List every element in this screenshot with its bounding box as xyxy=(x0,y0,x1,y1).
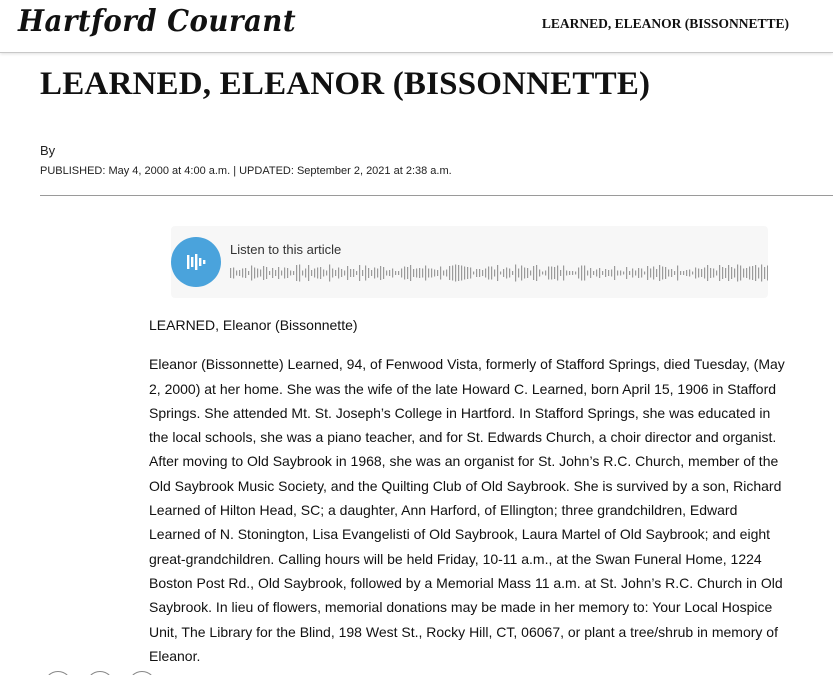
waveform-bar xyxy=(431,269,432,278)
waveform-bar xyxy=(317,268,318,279)
waveform-bar xyxy=(482,270,483,276)
waveform-bar xyxy=(521,266,522,281)
waveform-bar xyxy=(299,265,300,282)
waveform-bar xyxy=(449,266,450,280)
waveform-bar xyxy=(320,267,321,279)
waveform-bar xyxy=(278,267,279,279)
waveform-bar xyxy=(470,268,471,279)
waveform-bar xyxy=(398,271,399,275)
waveform-bar xyxy=(416,269,417,278)
waveform-bar xyxy=(488,267,489,280)
waveform-bar xyxy=(602,271,603,275)
page-title: LEARNED, ELEANOR (BISSONNETTE) xyxy=(40,66,651,102)
waveform-bar xyxy=(713,269,714,278)
waveform-bar xyxy=(533,266,534,280)
waveform-bar xyxy=(443,271,444,276)
waveform-bar xyxy=(497,265,498,281)
waveform-bar xyxy=(557,266,558,281)
waveform-bar xyxy=(485,269,486,278)
waveform-bar xyxy=(764,267,765,279)
waveform-bar xyxy=(290,271,291,276)
waveform-bar xyxy=(677,266,678,281)
waveform-bar xyxy=(374,268,375,279)
waveform-bar xyxy=(404,267,405,280)
waveform-bar xyxy=(386,271,387,276)
waveform-bar xyxy=(362,270,363,276)
waveform-bar xyxy=(422,269,423,278)
waveform-bar xyxy=(755,265,756,281)
waveform-bar xyxy=(365,266,366,281)
waveform-bar xyxy=(359,265,360,281)
waveform-bar xyxy=(731,267,732,279)
waveform-bar xyxy=(518,269,519,278)
waveform-bar xyxy=(326,271,327,276)
waveform-bar xyxy=(347,266,348,280)
waveform-bar xyxy=(695,268,696,279)
waveform-bar xyxy=(434,270,435,277)
waveform-bar xyxy=(740,266,741,281)
waveform-bar xyxy=(473,272,474,275)
waveform-bar xyxy=(461,266,462,281)
waveform-bar xyxy=(593,271,594,275)
waveform-bar xyxy=(500,272,501,275)
waveform-bar xyxy=(692,272,693,275)
waveform-bar xyxy=(536,265,537,281)
waveform-bar xyxy=(239,270,240,276)
waveform-bar xyxy=(605,269,606,277)
waveform-bar xyxy=(341,269,342,277)
waveform-bar xyxy=(503,269,504,277)
waveform-bar xyxy=(596,270,597,277)
waveform-bar xyxy=(620,271,621,276)
waveform-bar xyxy=(686,270,687,276)
waveform-bar xyxy=(539,270,540,277)
waveform-bar xyxy=(638,268,639,278)
waveform-bar xyxy=(563,266,564,281)
waveform-bar xyxy=(425,266,426,281)
waveform-bar xyxy=(680,271,681,275)
waveform-bar xyxy=(236,271,237,276)
waveform-bar xyxy=(707,265,708,281)
waveform-bar xyxy=(665,267,666,279)
waveform-bar xyxy=(524,268,525,279)
waveform-bar xyxy=(683,271,684,275)
waveform-bar xyxy=(467,267,468,279)
waveform-bar xyxy=(455,265,456,282)
waveform-bar xyxy=(722,267,723,279)
waveform-bar xyxy=(377,269,378,278)
waveform-bar xyxy=(410,265,411,281)
waveform-bar xyxy=(302,271,303,276)
waveform-bar xyxy=(632,269,633,278)
waveform-bar xyxy=(749,267,750,280)
waveform-bar xyxy=(662,267,663,280)
waveform-bar xyxy=(344,271,345,276)
waveform-bar xyxy=(512,271,513,275)
waveform-bar xyxy=(311,270,312,276)
waveform-bar xyxy=(308,265,309,281)
article-body xyxy=(149,313,791,675)
twitter-icon[interactable] xyxy=(86,671,114,675)
waveform-bar xyxy=(581,266,582,281)
waveform-bar xyxy=(629,271,630,275)
publish-dates: PUBLISHED: May 4, 2000 at 4:00 a.m. | UPDATED: September 2, 2021 at 2:38 a.m. xyxy=(40,165,452,177)
waveform-bar xyxy=(368,268,369,278)
waveform-bar xyxy=(698,269,699,278)
play-waveform-icon xyxy=(185,251,207,273)
waveform-bar xyxy=(566,271,567,276)
audio-player xyxy=(171,226,768,298)
waveform-bar xyxy=(743,269,744,278)
waveform-bar xyxy=(335,270,336,276)
waveform-bar xyxy=(572,271,573,275)
waveform-bar xyxy=(674,271,675,275)
waveform-bar xyxy=(653,267,654,280)
waveform-bar xyxy=(419,268,420,278)
waveform-bar xyxy=(248,271,249,275)
waveform-bar xyxy=(509,269,510,278)
waveform-bar xyxy=(380,266,381,280)
waveform-bar xyxy=(626,267,627,279)
waveform-bar xyxy=(293,271,294,275)
waveform-bar xyxy=(719,265,720,281)
waveform-bar xyxy=(428,269,429,278)
waveform-bar xyxy=(635,271,636,276)
waveform-bar xyxy=(515,265,516,282)
waveform-bar xyxy=(659,265,660,281)
waveform-bar xyxy=(716,271,717,276)
waveform-bar xyxy=(464,267,465,280)
byline: By xyxy=(40,143,56,158)
waveform-bar xyxy=(371,270,372,276)
waveform-bar xyxy=(569,271,570,275)
waveform-bar xyxy=(254,268,255,279)
waveform-bar xyxy=(476,269,477,277)
waveform-bar xyxy=(401,269,402,278)
waveform-bar xyxy=(332,269,333,278)
waveform-bar xyxy=(491,267,492,280)
waveform-bar xyxy=(242,269,243,278)
waveform-bar xyxy=(452,266,453,281)
waveform-bar xyxy=(608,270,609,276)
waveform-bar xyxy=(554,267,555,279)
waveform-bar xyxy=(389,270,390,276)
waveform-bar xyxy=(305,269,306,278)
waveform-bar xyxy=(230,268,231,278)
waveform-bar xyxy=(611,270,612,277)
waveform-bar xyxy=(614,266,615,280)
waveform-bar xyxy=(701,269,702,277)
waveform-bar xyxy=(650,269,651,278)
waveform-bar xyxy=(590,268,591,278)
article-paragraph: LEARNED, Eleanor (Bissonnette) xyxy=(149,317,358,333)
audio-label: Listen to this article xyxy=(230,242,342,257)
waveform-bar xyxy=(275,270,276,276)
waveform-bar xyxy=(647,266,648,280)
waveform-bar xyxy=(578,268,579,279)
waveform-bar xyxy=(623,272,624,275)
site-logo[interactable]: Hartford Courant xyxy=(18,4,297,39)
waveform-bar xyxy=(527,268,528,278)
waveform-bar xyxy=(548,267,549,280)
waveform-bar xyxy=(560,270,561,276)
waveform-bar xyxy=(329,265,330,282)
waveform-bar xyxy=(542,272,543,275)
waveform-bar xyxy=(233,268,234,279)
audio-play-button[interactable] xyxy=(171,237,221,287)
waveform-bar xyxy=(746,268,747,278)
waveform-bar xyxy=(506,268,507,279)
waveform-bar xyxy=(551,267,552,280)
waveform-bar xyxy=(704,268,705,279)
waveform-bar xyxy=(407,267,408,279)
facebook-icon[interactable] xyxy=(44,671,72,675)
waveform-bar xyxy=(617,271,618,276)
waveform-bar xyxy=(494,270,495,277)
audio-waveform[interactable] xyxy=(230,262,768,284)
waveform-bar xyxy=(440,267,441,280)
header-article-title: LEARNED, ELEANOR (BISSONNETTE) xyxy=(541,16,789,31)
waveform-bar xyxy=(641,269,642,278)
waveform-bar xyxy=(725,268,726,278)
waveform-bar xyxy=(338,268,339,279)
waveform-bar xyxy=(758,268,759,279)
waveform-bar xyxy=(644,272,645,275)
waveform-bar xyxy=(584,266,585,281)
waveform-bar xyxy=(266,267,267,279)
waveform-bar xyxy=(251,266,252,281)
waveform-bar xyxy=(689,270,690,277)
waveform-bar xyxy=(656,269,657,277)
site-header xyxy=(0,0,833,53)
waveform-bar xyxy=(458,265,459,281)
email-icon[interactable] xyxy=(128,671,156,675)
waveform-bar xyxy=(287,268,288,278)
waveform-bar xyxy=(734,269,735,278)
waveform-bar xyxy=(668,270,669,277)
waveform-bar xyxy=(599,268,600,278)
waveform-bar xyxy=(272,268,273,278)
article-paragraph: Eleanor (Bissonnette) Learned, 94, of Fenwood Vista, formerly of Stafford Springs, died Tuesday, (May 2, 2000) at her home. She was the wife of the late Howard C. Learned, born April 15, 1906 in Stafford Springs. She attended Mt. St. Joseph’s College in Hartford. In Stafford Springs, she was educated in the local schools, she was a piano teacher, and for St. Edwards Church, a choir director and organist. After moving to Old Saybrook in 1968, she was an organist for St. John’s R.C. Church, member of the Old Saybrook Music Society, and the Quilting Club of Old Saybrook. She is survived by a son, Richard Learned of Hilton Head, SC; a daughter, Ann Harford, of Ellington; three grandchildren, Edward Learned of N. Stonington, Lisa Evangelisti of Old Saybrook, Laura Martel of Old Saybrook; and eight great-grandchildren. Calling hours will be held Friday, 10-11 a.m., at the Swan Funeral Home, 1224 Boston Post Rd., Old Saybrook, followed by a Memorial Mass 11 a.m. at St. John’s R.C. Church in Old Saybrook. In lieu of flowers, memorial donations may be made in her memory to: Your Local Hospice Unit, The Library for the Blind, 198 West St., Rocky Hill, CT, 06067, or plant a tree/shrub in memory of Eleanor. xyxy=(149,356,785,664)
share-row xyxy=(44,671,174,675)
waveform-bar xyxy=(245,268,246,278)
waveform-bar xyxy=(395,271,396,275)
waveform-bar xyxy=(737,265,738,282)
waveform-bar xyxy=(671,269,672,277)
waveform-bar xyxy=(263,266,264,280)
waveform-bar xyxy=(392,269,393,278)
waveform-bar xyxy=(479,269,480,277)
waveform-bar xyxy=(728,265,729,281)
waveform-bar xyxy=(575,272,576,275)
waveform-bar xyxy=(383,267,384,279)
waveform-bar xyxy=(752,266,753,280)
waveform-bar xyxy=(710,268,711,278)
waveform-bar xyxy=(587,271,588,276)
waveform-bar xyxy=(353,269,354,277)
waveform-bar xyxy=(530,271,531,276)
waveform-bar xyxy=(446,270,447,277)
waveform-bar xyxy=(761,265,762,282)
divider xyxy=(40,195,833,196)
waveform-bar xyxy=(323,270,324,277)
waveform-bar xyxy=(356,271,357,275)
waveform-bar xyxy=(437,270,438,276)
waveform-bar xyxy=(269,271,270,275)
waveform-bar xyxy=(314,269,315,278)
waveform-bar xyxy=(413,269,414,277)
waveform-bar xyxy=(545,271,546,276)
waveform-bar xyxy=(281,271,282,276)
waveform-bar xyxy=(767,266,768,281)
waveform-bar xyxy=(260,270,261,277)
waveform-bar xyxy=(350,269,351,277)
waveform-bar xyxy=(284,268,285,279)
waveform-bar xyxy=(257,269,258,278)
waveform-bar xyxy=(296,265,297,281)
